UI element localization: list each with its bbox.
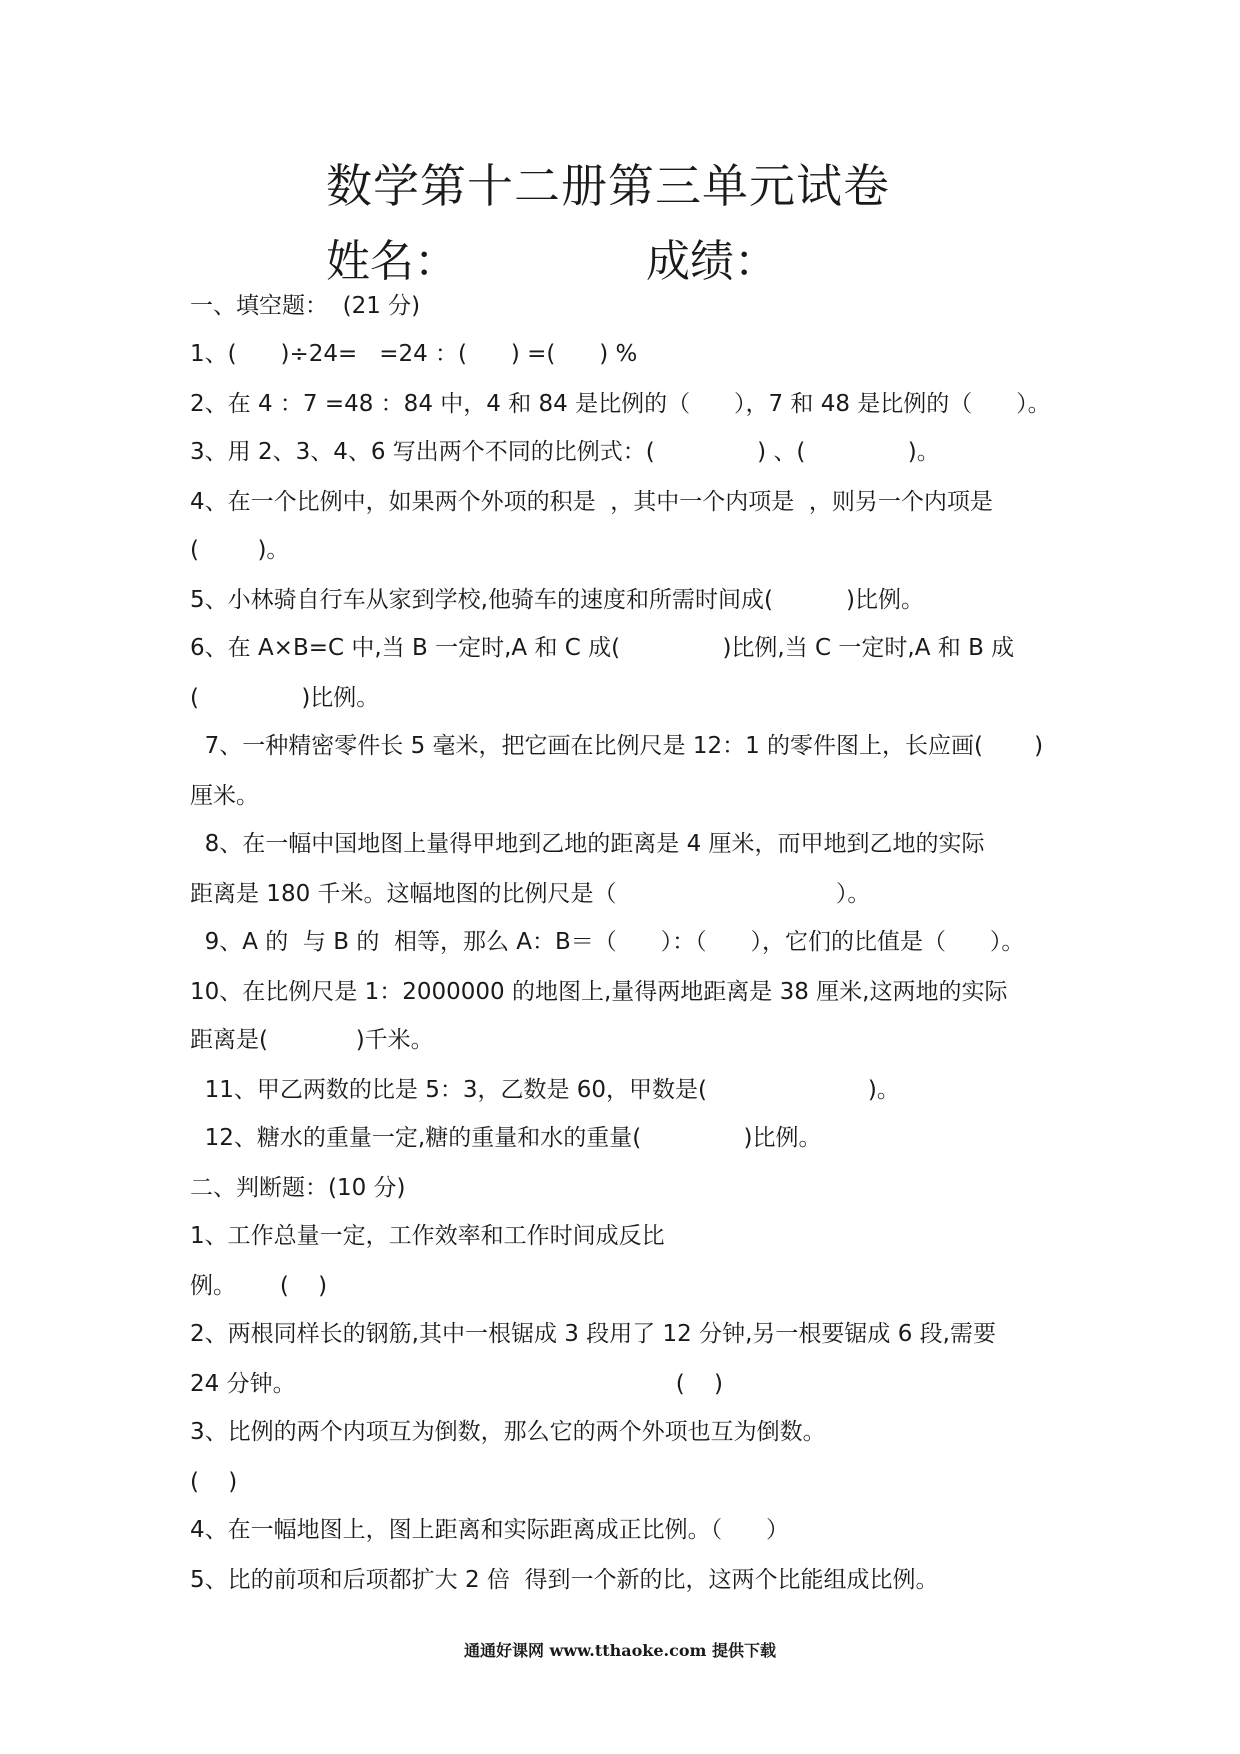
exam-line: 1、工作总量一定，工作效率和工作时间成反比 xyxy=(190,1223,665,1249)
name-label: 姓名： xyxy=(326,236,458,287)
exam-line: 12、糖水的重量一定,糖的重量和水的重量( )比例。 xyxy=(190,1125,822,1151)
exam-line: 一、填空题： (21 分) xyxy=(190,293,421,319)
exam-line: 7、一种精密零件长 5 毫米，把它画在比例尺是 12：1 的零件图上，长应画( ) xyxy=(190,733,1044,759)
exam-line: 4、在一个比例中，如果两个外项的积是 ，其中一个内项是 ，则另一个内项是 xyxy=(190,489,993,515)
exam-line: 2、两根同样长的钢筋,其中一根锯成 3 段用了 12 分钟,另一根要锯成 6 段,需要 xyxy=(190,1321,996,1347)
exam-line: 距离是( )千米。 xyxy=(190,1027,434,1053)
exam-line: ( )比例。 xyxy=(190,685,380,711)
exam-line: 1、( )÷24= =24 ：( ) =( ) % xyxy=(190,341,638,367)
exam-line: 2、在 4 ：7 =48 ：84 中，4 和 84 是比例的（ ），7 和 48 是比例的（ ）。 xyxy=(190,391,1051,417)
exam-line: ( )。 xyxy=(190,537,290,563)
exam-line: 10、在比例尺是 1：2000000 的地图上,量得两地距离是 38 厘米,这两地的实际 xyxy=(190,979,1008,1005)
exam-line: 3、比例的两个内项互为倒数，那么它的两个外项也互为倒数。 xyxy=(190,1419,826,1445)
exam-line: 3、用 2、3、4、6 写出两个不同的比例式：( ) 、( )。 xyxy=(190,439,940,465)
exam-line: 厘米。 xyxy=(190,783,259,809)
exam-line: 6、在 A×B=C 中,当 B 一定时,A 和 C 成( )比例,当 C 一定时,A 和 B 成 xyxy=(190,635,1015,661)
exam-line: 5、小林骑自行车从家到学校,他骑车的速度和所需时间成( )比例。 xyxy=(190,587,925,613)
exam-line: 24 分钟。 ( ) xyxy=(190,1371,723,1397)
exam-line: 距离是 180 千米。这幅地图的比例尺是（ ）。 xyxy=(190,881,871,907)
exam-line: 9、A 的 与 B 的 相等，那么 A：B＝（ ）：（ ），它们的比值是（ ）。 xyxy=(190,929,1025,955)
exam-line: 5、比的前项和后项都扩大 2 倍 得到一个新的比，这两个比能组成比例。 xyxy=(190,1567,939,1593)
score-label: 成绩： xyxy=(646,236,778,287)
exam-line: 二、判断题：(10 分) xyxy=(190,1175,406,1201)
footer-source: 通通好课网 www.tthaoke.com 提供下载 xyxy=(463,1641,777,1660)
exam-line: 4、在一幅地图上，图上距离和实际距离成正比例。（ ） xyxy=(190,1517,789,1543)
exam-line: 8、在一幅中国地图上量得甲地到乙地的距离是 4 厘米，而甲地到乙地的实际 xyxy=(190,831,985,857)
exam-line: 例。 ( ) xyxy=(190,1273,328,1299)
exam-line: ( ) xyxy=(190,1469,238,1495)
exam-line: 11、甲乙两数的比是 5：3，乙数是 60，甲数是( )。 xyxy=(190,1077,900,1103)
exam-title: 数学第十二册第三单元试卷 xyxy=(326,159,890,213)
